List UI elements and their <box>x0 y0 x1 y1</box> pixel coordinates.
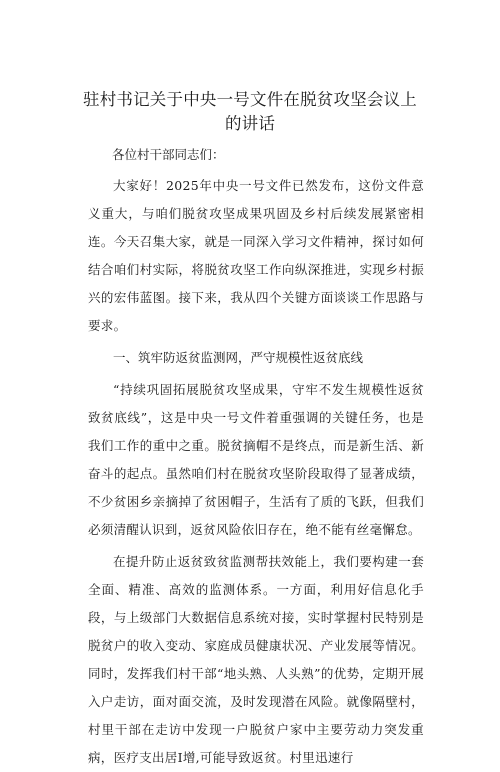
section-1-heading: 一、筑牢防返贫监测网，严守规模性返贫底线 <box>113 350 364 365</box>
intro-paragraph: 大家好！2025年中央一号文件已然发布，这份文件意义重大，与咱们脱贫攻坚成果巩固及乡村后续发展紧密相连。今天召集大家，就是一同深入学习文件精神，探讨如何结合咱们村实际，将脱贫攻坚工作向纵深推进，实现乡村振兴的宏伟蓝图。接下来，我从四个关键方面谈谈工作思路与要求。 <box>88 178 424 333</box>
section-1-paragraph-2: 在提升防止返贫致贫监测帮扶效能上，我们要构建一套全面、精准、高效的监测体系。一方面，利用好信息化手段，与上级部门大数据信息系统对接，实时掌握村民特别是脱贫户的收入变动、家庭成员健康状况、产业发展等情况。同时，发挥我们村干部“地头熟、人头熟”的优势，定期开展入户走访，面对面交流，及时发现潜在风险。就像隔壁村，村里干部在走访中发现一户脱贫户家中主要劳动力突发重病，医疗支出居I增,可能导致返贫。村里迅速行 <box>88 554 424 765</box>
title-line-2: 的讲话 <box>224 114 276 133</box>
section-1-paragraph-1: “持续巩固拓展脱贫攻坚成果，守牢不发生规模性返贫致贫底线”，这是中央一号文件着重强调的关键任务，也是我们工作的重中之重。脱贫摘帽不是终点，而是新生活、新奋斗的起点。虽然咱们村在脱贫攻坚阶段取得了显著成绩，不少贫困乡亲摘掉了贫困帽子，生活有了质的飞跃，但我们必须清醒认识到，返贫风险依旧存在，绝不能有丝毫懈怠。 <box>88 382 424 537</box>
document-title <box>76 88 424 136</box>
title-line-1: 驻村书记关于中央一号文件在脱贫攻坚会议上 <box>83 90 417 109</box>
salutation: 各位村干部同志们： <box>112 147 225 162</box>
